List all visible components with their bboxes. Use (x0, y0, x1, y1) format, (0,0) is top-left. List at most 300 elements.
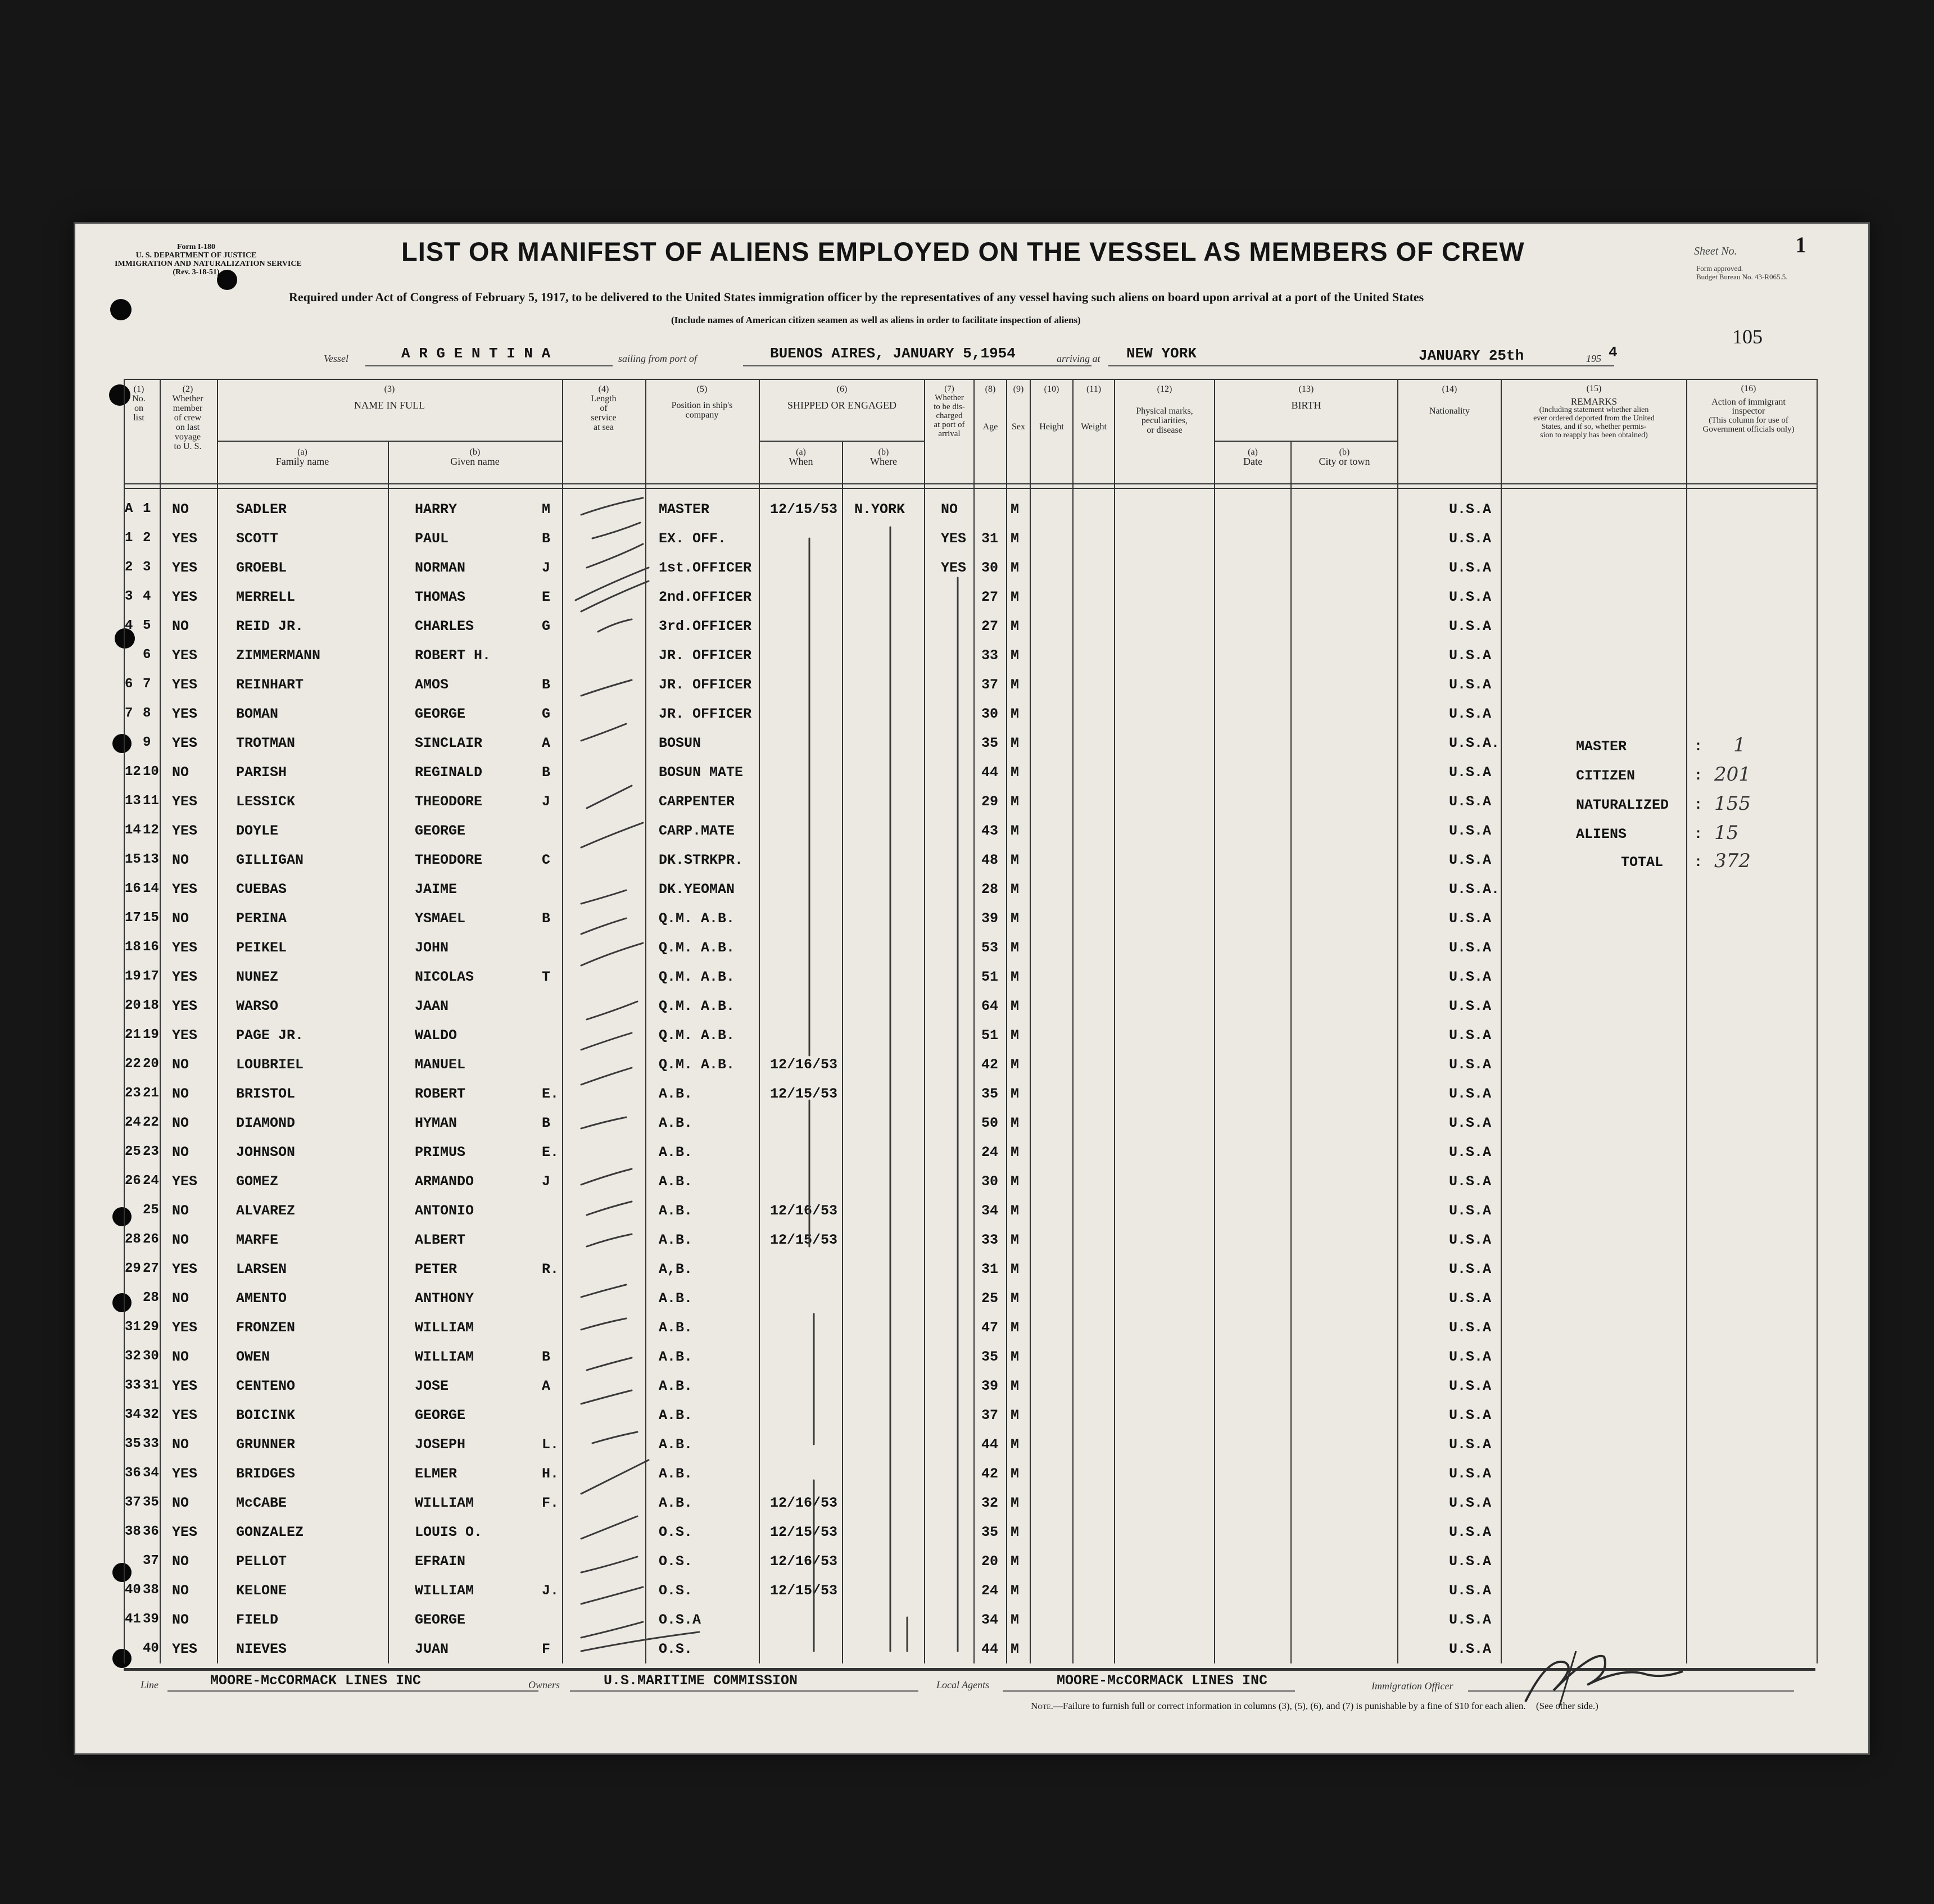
col-name-header: (3) NAME IN FULL (354, 384, 425, 411)
cell-family: PELLOT (236, 1553, 287, 1570)
subtitle-note: (Include names of American citizen seamen as well as aliens in order to facilitate inspection of aliens) (671, 315, 1081, 325)
cell-no: 2 (143, 531, 151, 546)
cell-nationality: U.S.A (1449, 1173, 1492, 1190)
cell-given: JUAN (415, 1641, 449, 1657)
owners-label: Owners (528, 1679, 560, 1690)
cell-prev: YES (172, 531, 198, 547)
cell-sex: M (1011, 1115, 1020, 1131)
cell-no: 14 (143, 881, 159, 896)
cell-when: 12/15/53 (770, 1086, 838, 1102)
year-suffix: 4 (1609, 344, 1618, 361)
cell-position: CARP.MATE (659, 823, 735, 839)
cell-nationality: U.S.A (1449, 910, 1492, 927)
cell-position: A,B. (659, 1261, 693, 1277)
cell-initial: G (542, 618, 551, 634)
cell-position: 3rd.OFFICER (659, 618, 752, 634)
cell-age: 34 (981, 1612, 999, 1628)
cell-given: WILLIAM (415, 1583, 474, 1599)
cell-initial: L. (542, 1436, 559, 1453)
sheet-number: 1 (1795, 232, 1806, 257)
cell-given: EFRAIN (415, 1553, 466, 1570)
cell-age: 32 (981, 1495, 999, 1511)
cell-position: O.S. (659, 1524, 693, 1540)
summary-label: MASTER (1576, 738, 1627, 755)
cell-initial: E. (542, 1086, 559, 1102)
cell-ref: 1 (125, 531, 133, 546)
cell-family: BOMAN (236, 706, 279, 722)
cell-no: 18 (143, 998, 159, 1013)
cell-no: 20 (143, 1057, 159, 1072)
arriving-label: arriving at (1057, 353, 1100, 364)
cell-position: JR. OFFICER (659, 647, 752, 664)
cell-nationality: U.S.A (1449, 1407, 1492, 1424)
cell-ref: 17 (125, 910, 141, 926)
cell-family: WARSO (236, 998, 279, 1014)
cell-age: 31 (981, 531, 999, 547)
cell-no: 34 (143, 1466, 159, 1481)
cell-age: 35 (981, 1524, 999, 1540)
cell-prev: NO (172, 501, 189, 518)
cell-prev: NO (172, 1495, 189, 1511)
cell-ref: 2 (125, 560, 133, 575)
page-number: 105 (1732, 325, 1763, 348)
cell-prev: NO (172, 1144, 189, 1160)
cell-family: JOHNSON (236, 1144, 296, 1160)
cell-age: 37 (981, 1407, 999, 1424)
cell-nationality: U.S.A (1449, 1057, 1492, 1073)
cell-ref: 12 (125, 764, 141, 779)
cell-sex: M (1011, 823, 1020, 839)
cell-initial: J (542, 794, 551, 810)
page-title: LIST OR MANIFEST OF ALIENS EMPLOYED ON THE VESSEL AS MEMBERS OF CREW (401, 237, 1525, 266)
cell-nationality: U.S.A (1449, 940, 1492, 956)
cell-age: 34 (981, 1203, 999, 1219)
cell-position: A.B. (659, 1173, 693, 1190)
cell-sex: M (1011, 501, 1020, 518)
cell-sex: M (1011, 531, 1020, 547)
cell-family: GONZALEZ (236, 1524, 304, 1540)
cell-sex: M (1011, 589, 1020, 605)
cell-nationality: U.S.A (1449, 560, 1492, 576)
cell-position: Q.M. A.B. (659, 969, 735, 985)
cell-prev: NO (172, 1057, 189, 1073)
cell-no: 26 (143, 1232, 159, 1247)
cell-discharge: YES (941, 560, 967, 576)
cell-prev: YES (172, 706, 198, 722)
cell-position: A.B. (659, 1115, 693, 1131)
cell-position: Q.M. A.B. (659, 940, 735, 956)
cell-nationality: U.S.A (1449, 1261, 1492, 1277)
cell-no: 37 (143, 1553, 159, 1568)
cell-prev: YES (172, 823, 198, 839)
cell-nationality: U.S.A (1449, 1203, 1492, 1219)
summary-colon: : (1694, 768, 1703, 784)
cell-no: 21 (143, 1086, 159, 1101)
col-prev-voyage-header: (2) Whether member of crew on last voyage to U. S. (172, 384, 203, 451)
cell-prev: YES (172, 677, 198, 693)
handwritten-marks (75, 224, 1868, 1753)
year-prefix: 195 (1586, 353, 1601, 364)
cell-nationality: U.S.A (1449, 618, 1492, 634)
cell-prev: NO (172, 1203, 189, 1219)
cell-nationality: U.S.A (1449, 1027, 1492, 1044)
cell-given: ANTHONY (415, 1290, 474, 1307)
cell-age: 42 (981, 1466, 999, 1482)
col-sex-header: (9) Sex (1012, 384, 1025, 432)
cell-family: DIAMOND (236, 1115, 296, 1131)
cell-age: 35 (981, 1086, 999, 1102)
cell-ref: 31 (125, 1320, 141, 1335)
cell-nationality: U.S.A (1449, 589, 1492, 605)
cell-nationality: U.S.A (1449, 823, 1492, 839)
cell-prev: NO (172, 1349, 189, 1365)
summary-value: 155 (1714, 792, 1751, 815)
cell-family: GOMEZ (236, 1173, 279, 1190)
cell-family: GROEBL (236, 560, 287, 576)
cell-family: KELONE (236, 1583, 287, 1599)
cell-position: Q.M. A.B. (659, 910, 735, 927)
cell-sex: M (1011, 1232, 1020, 1248)
cell-prev: YES (172, 1524, 198, 1540)
cell-nationality: U.S.A (1449, 764, 1492, 781)
cell-sex: M (1011, 706, 1020, 722)
col-nationality-header: (14) Nationality (1429, 384, 1470, 416)
cell-family: ALVAREZ (236, 1203, 296, 1219)
cell-prev: YES (172, 1320, 198, 1336)
cell-prev: NO (172, 852, 189, 868)
cell-family: TROTMAN (236, 735, 296, 751)
cell-ref: 36 (125, 1466, 141, 1481)
local-agents: MOORE-McCORMACK LINES INC (1057, 1672, 1268, 1689)
col-weight-header: (11) Weight (1081, 384, 1107, 432)
cell-no: 39 (143, 1612, 159, 1627)
cell-sex: M (1011, 1086, 1020, 1102)
cell-no: 27 (143, 1261, 159, 1276)
cell-given: YSMAEL (415, 910, 466, 927)
cell-family: FRONZEN (236, 1320, 296, 1336)
cell-no: 8 (143, 706, 151, 721)
cell-ref: 22 (125, 1057, 141, 1072)
cell-position: A.B. (659, 1349, 693, 1365)
cell-given: ROBERT (415, 1086, 466, 1102)
cell-sex: M (1011, 910, 1020, 927)
cell-given: JAAN (415, 998, 449, 1014)
cell-discharge: YES (941, 531, 967, 547)
cell-prev: YES (172, 794, 198, 810)
cell-ref: 33 (125, 1378, 141, 1393)
cell-sex: M (1011, 1144, 1020, 1160)
cell-no: 25 (143, 1203, 159, 1218)
cell-sex: M (1011, 940, 1020, 956)
cell-nationality: U.S.A (1449, 1115, 1492, 1131)
cell-age: 50 (981, 1115, 999, 1131)
form-approval: Form approved. Budget Bureau No. 43-R065.5. (1696, 264, 1788, 281)
cell-sex: M (1011, 1466, 1020, 1482)
cell-ref: 25 (125, 1144, 141, 1159)
cell-no: 3 (143, 560, 151, 575)
cell-family: MARFE (236, 1232, 279, 1248)
cell-prev: YES (172, 998, 198, 1014)
cell-age: 30 (981, 560, 999, 576)
cell-ref: 41 (125, 1612, 141, 1627)
cell-nationality: U.S.A (1449, 1232, 1492, 1248)
summary-label: NATURALIZED (1576, 797, 1669, 813)
cell-given: LOUIS O. (415, 1524, 483, 1540)
cell-given: NICOLAS (415, 969, 474, 985)
cell-ref: 6 (125, 677, 133, 692)
cell-nationality: U.S.A (1449, 1349, 1492, 1365)
cell-age: 48 (981, 852, 999, 868)
summary-colon: : (1694, 854, 1703, 871)
cell-no: 7 (143, 677, 151, 692)
cell-family: PAGE JR. (236, 1027, 304, 1044)
cell-family: PARISH (236, 764, 287, 781)
summary-value: 1 (1733, 734, 1746, 756)
cell-prev: YES (172, 589, 198, 605)
cell-family: OWEN (236, 1349, 270, 1365)
cell-family: CENTENO (236, 1378, 296, 1394)
cell-nationality: U.S.A (1449, 1495, 1492, 1511)
col-discharge-header: (7) Whether to be dis- charged at port of arrival (934, 384, 965, 438)
cell-position: DK.STRKPR. (659, 852, 744, 868)
cell-prev: NO (172, 910, 189, 927)
cell-family: REINHART (236, 677, 304, 693)
cell-initial: A (542, 1378, 551, 1394)
cell-position: A.B. (659, 1320, 693, 1336)
cell-given: GEORGE (415, 706, 466, 722)
cell-age: 29 (981, 794, 999, 810)
cell-initial: E. (542, 1144, 559, 1160)
cell-initial: J. (542, 1583, 559, 1599)
col-birth-date-header: (a) Date (1243, 447, 1262, 467)
cell-no: 29 (143, 1320, 159, 1335)
cell-sex: M (1011, 998, 1020, 1014)
cell-given: ARMANDO (415, 1173, 474, 1190)
cell-initial: B (542, 910, 551, 927)
cell-age: 24 (981, 1144, 999, 1160)
col-inspector-header: (16) Action of immigrant inspector (This column for use of Government officials only) (1702, 384, 1795, 434)
cell-sex: M (1011, 1027, 1020, 1044)
cell-prev: YES (172, 735, 198, 751)
cell-position: O.S. (659, 1583, 693, 1599)
cell-given: PETER (415, 1261, 458, 1277)
cell-given: HARRY (415, 501, 458, 518)
cell-sex: M (1011, 1173, 1020, 1190)
cell-nationality: U.S.A (1449, 1524, 1492, 1540)
cell-family: BRISTOL (236, 1086, 296, 1102)
cell-sex: M (1011, 1495, 1020, 1511)
agents-label: Local Agents (936, 1679, 990, 1690)
col-shipped-when-header: (a) When (789, 447, 813, 467)
cell-no: 5 (143, 618, 151, 633)
cell-given: NORMAN (415, 560, 466, 576)
cell-when: 12/16/53 (770, 1057, 838, 1073)
cell-position: Q.M. A.B. (659, 1027, 735, 1044)
cell-ref: 7 (125, 706, 133, 721)
cell-nationality: U.S.A (1449, 501, 1492, 518)
cell-ref: 38 (125, 1524, 141, 1539)
cell-prev: YES (172, 560, 198, 576)
cell-no: 40 (143, 1641, 159, 1656)
col-position-header: (5) Position in ship's company (671, 384, 733, 420)
cell-family: NUNEZ (236, 969, 279, 985)
cell-prev: YES (172, 1466, 198, 1482)
cell-no: 4 (143, 589, 151, 604)
cell-ref: 18 (125, 940, 141, 955)
cell-where: N.YORK (854, 501, 905, 518)
cell-prev: NO (172, 1290, 189, 1307)
cell-when: 12/15/53 (770, 1524, 838, 1540)
cell-when: 12/15/53 (770, 1232, 838, 1248)
cell-initial: B (542, 677, 551, 693)
footer-note: Note.—Failure to furnish full or correct information in columns (3), (5), (6), and (7) is punishable by a fine of $10 for each alien. (See other side.) (1031, 1701, 1598, 1711)
col-birth-city-header: (b) City or town (1319, 447, 1370, 467)
cell-family: GILLIGAN (236, 852, 304, 868)
cell-nationality: U.S.A. (1449, 881, 1500, 897)
cell-age: 33 (981, 1232, 999, 1248)
cell-given: HYMAN (415, 1115, 458, 1131)
cell-family: McCABE (236, 1495, 287, 1511)
form-identifier: Form I-180 U. S. DEPARTMENT OF JUSTICE IMMIGRATION AND NATURALIZATION SERVICE (Rev. 3-18-51) (115, 243, 302, 276)
cell-family: AMENTO (236, 1290, 287, 1307)
cell-initial: J (542, 1173, 551, 1190)
cell-no: 12 (143, 823, 159, 838)
owners: U.S.MARITIME COMMISSION (604, 1672, 798, 1689)
cell-given: ROBERT H. (415, 647, 491, 664)
cell-prev: YES (172, 1027, 198, 1044)
cell-sex: M (1011, 1553, 1020, 1570)
sailing-from: BUENOS AIRES, JANUARY 5,1954 (770, 345, 1016, 362)
cell-no: 10 (143, 764, 159, 779)
cell-age: 20 (981, 1553, 999, 1570)
cell-no: 24 (143, 1173, 159, 1189)
cell-nationality: U.S.A (1449, 998, 1492, 1014)
cell-family: REID JR. (236, 618, 304, 634)
cell-ref: A (125, 501, 133, 516)
cell-nationality: U.S.A (1449, 794, 1492, 810)
cell-sex: M (1011, 1203, 1020, 1219)
cell-age: 24 (981, 1583, 999, 1599)
summary-colon: : (1694, 797, 1703, 813)
summary-label: ALIENS (1576, 826, 1627, 842)
cell-prev: YES (172, 1407, 198, 1424)
summary-label: CITIZEN (1576, 768, 1636, 784)
cell-age: 37 (981, 677, 999, 693)
cell-when: 12/15/53 (770, 1583, 838, 1599)
cell-sex: M (1011, 1349, 1020, 1365)
officer-label: Immigration Officer (1371, 1680, 1453, 1692)
col-shipped-header: (6) SHIPPED OR ENGAGED (787, 384, 896, 411)
cell-family: MERRELL (236, 589, 296, 605)
cell-age: 39 (981, 910, 999, 927)
cell-position: 2nd.OFFICER (659, 589, 752, 605)
cell-sex: M (1011, 677, 1020, 693)
cell-discharge: NO (941, 501, 958, 518)
cell-age: 27 (981, 618, 999, 634)
cell-given: JOSE (415, 1378, 449, 1394)
cell-age: 30 (981, 706, 999, 722)
cell-ref: 21 (125, 1027, 141, 1042)
cell-given: GEORGE (415, 1407, 466, 1424)
cell-family: BOICINK (236, 1407, 296, 1424)
cell-initial: B (542, 1349, 551, 1365)
cell-prev: NO (172, 1612, 189, 1628)
cell-ref: 13 (125, 794, 141, 809)
cell-position: Q.M. A.B. (659, 998, 735, 1014)
cell-family: ZIMMERMANN (236, 647, 321, 664)
cell-ref: 3 (125, 589, 133, 604)
cell-family: LOUBRIEL (236, 1057, 304, 1073)
cell-given: THEODORE (415, 852, 483, 868)
cell-initial: B (542, 1115, 551, 1131)
cell-ref: 20 (125, 998, 141, 1013)
line-label: Line (141, 1679, 159, 1690)
cell-initial: H. (542, 1466, 559, 1482)
cell-family: DOYLE (236, 823, 279, 839)
cell-position: Q.M. A.B. (659, 1057, 735, 1073)
cell-prev: YES (172, 940, 198, 956)
cell-position: JR. OFFICER (659, 706, 752, 722)
cell-age: 44 (981, 764, 999, 781)
cell-sex: M (1011, 1436, 1020, 1453)
cell-age: 35 (981, 1349, 999, 1365)
summary-value: 372 (1714, 850, 1751, 872)
cell-nationality: U.S.A (1449, 1144, 1492, 1160)
cell-family: PEIKEL (236, 940, 287, 956)
col-no-header: (1) No. on list (132, 384, 146, 423)
cell-no: 35 (143, 1495, 159, 1510)
cell-no: 15 (143, 910, 159, 926)
cell-ref: 16 (125, 881, 141, 896)
cell-when: 12/16/53 (770, 1553, 838, 1570)
cell-nationality: U.S.A (1449, 1320, 1492, 1336)
cell-nationality: U.S.A (1449, 647, 1492, 664)
cell-no: 19 (143, 1027, 159, 1042)
cell-no: 23 (143, 1144, 159, 1159)
cell-sex: M (1011, 618, 1020, 634)
cell-given: THEODORE (415, 794, 483, 810)
cell-position: A.B. (659, 1436, 693, 1453)
cell-initial: C (542, 852, 551, 868)
cell-age: 53 (981, 940, 999, 956)
cell-ref: 40 (125, 1583, 141, 1598)
cell-sex: M (1011, 764, 1020, 781)
cell-prev: YES (172, 1641, 198, 1657)
cell-given: SINCLAIR (415, 735, 483, 751)
cell-no: 30 (143, 1349, 159, 1364)
arriving-at: NEW YORK (1126, 345, 1197, 362)
cell-family: BRIDGES (236, 1466, 296, 1482)
cell-no: 28 (143, 1290, 159, 1305)
cell-position: A.B. (659, 1495, 693, 1511)
sheet-label: Sheet No. (1694, 245, 1737, 257)
cell-no: 13 (143, 852, 159, 867)
cell-given: CHARLES (415, 618, 474, 634)
cell-position: A.B. (659, 1144, 693, 1160)
cell-no: 32 (143, 1407, 159, 1422)
cell-prev: NO (172, 1583, 189, 1599)
cell-nationality: U.S.A (1449, 969, 1492, 985)
cell-family: FIELD (236, 1612, 279, 1628)
cell-given: ELMER (415, 1466, 458, 1482)
cell-initial: T (542, 969, 551, 985)
cell-age: 39 (981, 1378, 999, 1394)
cell-sex: M (1011, 881, 1020, 897)
col-family-name-header: (a) Family name (275, 447, 329, 467)
cell-position: A.B. (659, 1232, 693, 1248)
col-height-header: (10) Height (1039, 384, 1064, 432)
cell-nationality: U.S.A (1449, 1583, 1492, 1599)
